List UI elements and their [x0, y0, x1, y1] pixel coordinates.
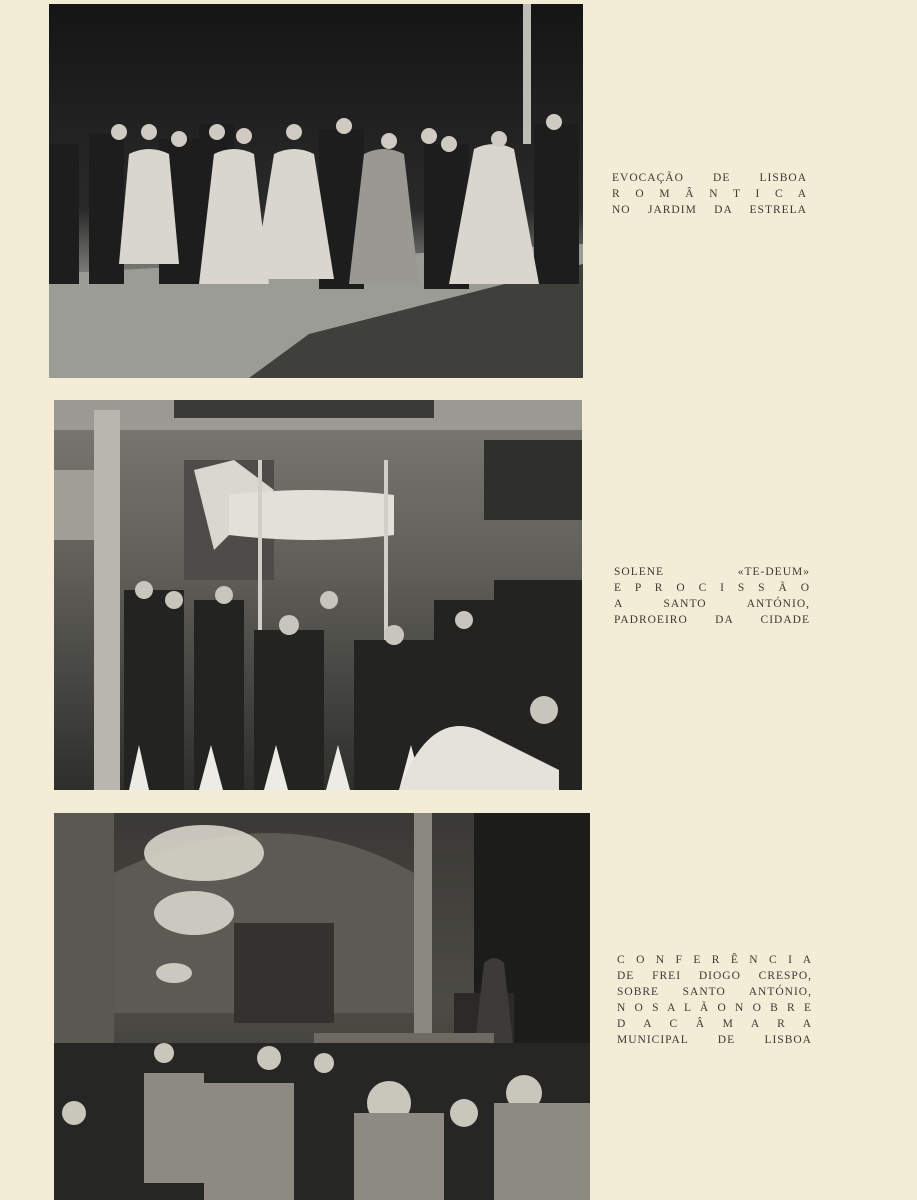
caption-line: SOBRE SANTO ANTÓNIO, [617, 986, 812, 998]
caption-line: MUNICIPAL DE LISBOA [617, 1034, 812, 1046]
photo-conference-hall-icon [54, 813, 590, 1200]
caption-line: D A C Â M A R A [617, 1018, 812, 1030]
caption-line: C O N F E R Ê N C I A [617, 954, 812, 966]
photo-lisboa-romantica [49, 4, 583, 378]
caption-line: N O S A L Ã O N O B R E [617, 1002, 812, 1014]
caption-line: A SANTO ANTÓNIO, [614, 598, 810, 610]
photo-procissao [54, 400, 582, 790]
caption-line: DE FREI DIOGO CRESPO, [617, 970, 812, 982]
photo-costumed-group-icon [49, 4, 583, 378]
caption-conferencia [617, 952, 812, 1048]
photo-conferencia [54, 813, 590, 1200]
caption-procissao [614, 564, 810, 628]
caption-line: NO JARDIM DA ESTRELA [612, 204, 807, 216]
caption-line: R O M Â N T I C A [612, 188, 807, 200]
caption-line: PADROEIRO DA CIDADE [614, 614, 810, 626]
caption-lisboa-romantica [612, 170, 807, 218]
photo-procession-icon [54, 400, 582, 790]
caption-line: SOLENE «TE-DEUM» [614, 566, 810, 578]
caption-line: EVOCAÇÃO DE LISBOA [612, 172, 807, 184]
caption-line: E P R O C I S S Ã O [614, 582, 810, 594]
